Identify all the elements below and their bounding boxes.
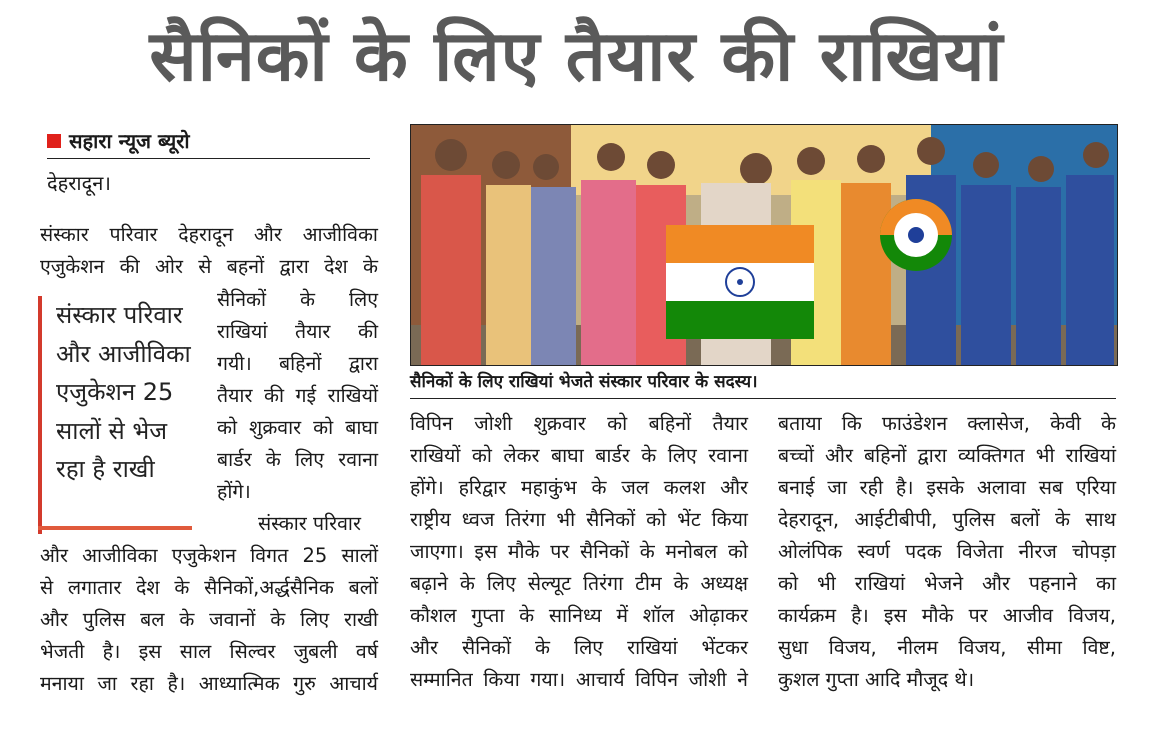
- col3-line-3: बनाई जा रही है। इसके अलावा सब एरिया: [778, 476, 1116, 499]
- col2-line-7: कौशल गुप्ता के सानिध्य में शॉल ओढ़ाकर: [410, 604, 748, 627]
- col1-line-4: भेजती है। इस साल सिल्वर जुबली वर्ष: [40, 640, 378, 663]
- photo-caption: सैनिकों के लिए राखियां भेजते संस्कार परिवार के सदस्य।: [410, 372, 758, 392]
- news-photo: [410, 124, 1118, 366]
- col1-side-line-3: गयी। बहिनों द्वारा: [217, 352, 378, 375]
- col2-line-6: बढ़ाने के लिए सेल्यूट तिरंगा टीम के अध्यक्ष: [410, 572, 748, 595]
- col1-side-line-5: को शुक्रवार को बाघा: [217, 416, 378, 439]
- col2-line-5: जाएगा। इस मौके पर सैनिकों के मनोबल को: [410, 540, 748, 563]
- col1-line-3: और पुलिस बल के जवानों के लिए राखी: [40, 608, 378, 631]
- col1-indent-line: संस्कार परिवार: [258, 512, 361, 535]
- col3-line-5: ओलंपिक स्वर्ण पदक विजेता नीरज चोपड़ा: [778, 540, 1116, 563]
- col2-line-9: सम्मानित किया गया। आचार्य विपिन जोशी ने: [410, 668, 748, 691]
- dateline: देहरादून।: [47, 171, 111, 195]
- col1-line-1: और आजीविका एजुकेशन विगत 25 सालों: [40, 544, 378, 567]
- byline: [47, 128, 190, 154]
- byline-divider: [47, 158, 370, 159]
- group-photo-illustration: [411, 125, 1117, 365]
- col2-line-1: विपिन जोशी शुक्रवार को बहिनों तैयार: [410, 412, 748, 435]
- col3-line-9: कुशल गुप्ता आदि मौजूद थे।: [778, 668, 975, 691]
- col1-intro-line-2: एजुकेशन की ओर से बहनों द्वारा देश के: [40, 255, 378, 278]
- pull-quote-text: संस्कार परिवार और आजीविका एजुकेशन 25 सालों से भेज रहा है राखी: [56, 301, 191, 483]
- col1-side-line-7: होंगे।: [217, 480, 251, 503]
- headline: सैनिकों के लिए तैयार की राखियां: [149, 15, 1004, 97]
- col1-line-2: से लगातार देश के सैनिकों,अर्द्धसैनिक बलों: [40, 576, 378, 599]
- col3-line-7: कार्यक्रम है। इस मौके पर आजीव विजय,: [778, 604, 1116, 627]
- byline-text: सहारा न्यूज ब्यूरो: [69, 129, 190, 153]
- col3-line-1: बताया कि फाउंडेशन क्लासेज, केवी के: [778, 412, 1116, 435]
- col1-intro-line-1: संस्कार परिवार देहरादून और आजीविका: [40, 223, 378, 246]
- col2-line-2: राखियों को लेकर बाघा बार्डर के लिए रवाना: [410, 444, 748, 467]
- col2-line-4: राष्ट्रीय ध्वज तिरंगा भी सैनिकों को भेंट किया: [410, 508, 748, 531]
- col2-line-3: होंगे। हरिद्वार महाकुंभ के जल कलश और: [410, 476, 748, 499]
- col3-line-8: सुधा विजय, नीलम विजय, सीमा विष्ट,: [778, 636, 1116, 659]
- col3-line-2: बच्चों और बहिनों द्वारा व्यक्तिगत भी राखियां: [778, 444, 1116, 467]
- pull-quote-underline: [38, 526, 192, 530]
- col3-line-6: को भी राखियां भेजने और पहनाने का: [778, 572, 1116, 595]
- caption-divider: [410, 398, 1116, 399]
- pull-quote: [38, 296, 194, 534]
- col2-line-8: और सैनिकों के लिए राखियां भेंटकर: [410, 636, 748, 659]
- red-square-icon: [47, 134, 61, 148]
- col1-side-line-4: तैयार की गई राखियों: [217, 384, 378, 407]
- col1-line-5: मनाया जा रहा है। आध्यात्मिक गुरु आचार्य: [40, 672, 378, 695]
- col1-side-line-6: बार्डर के लिए रवाना: [217, 448, 378, 471]
- col1-side-line-1: सैनिकों के लिए: [217, 288, 378, 311]
- col3-line-4: देहरादून, आईटीबीपी, पुलिस बलों के साथ: [778, 508, 1116, 531]
- col1-side-line-2: राखियां तैयार की: [217, 320, 378, 343]
